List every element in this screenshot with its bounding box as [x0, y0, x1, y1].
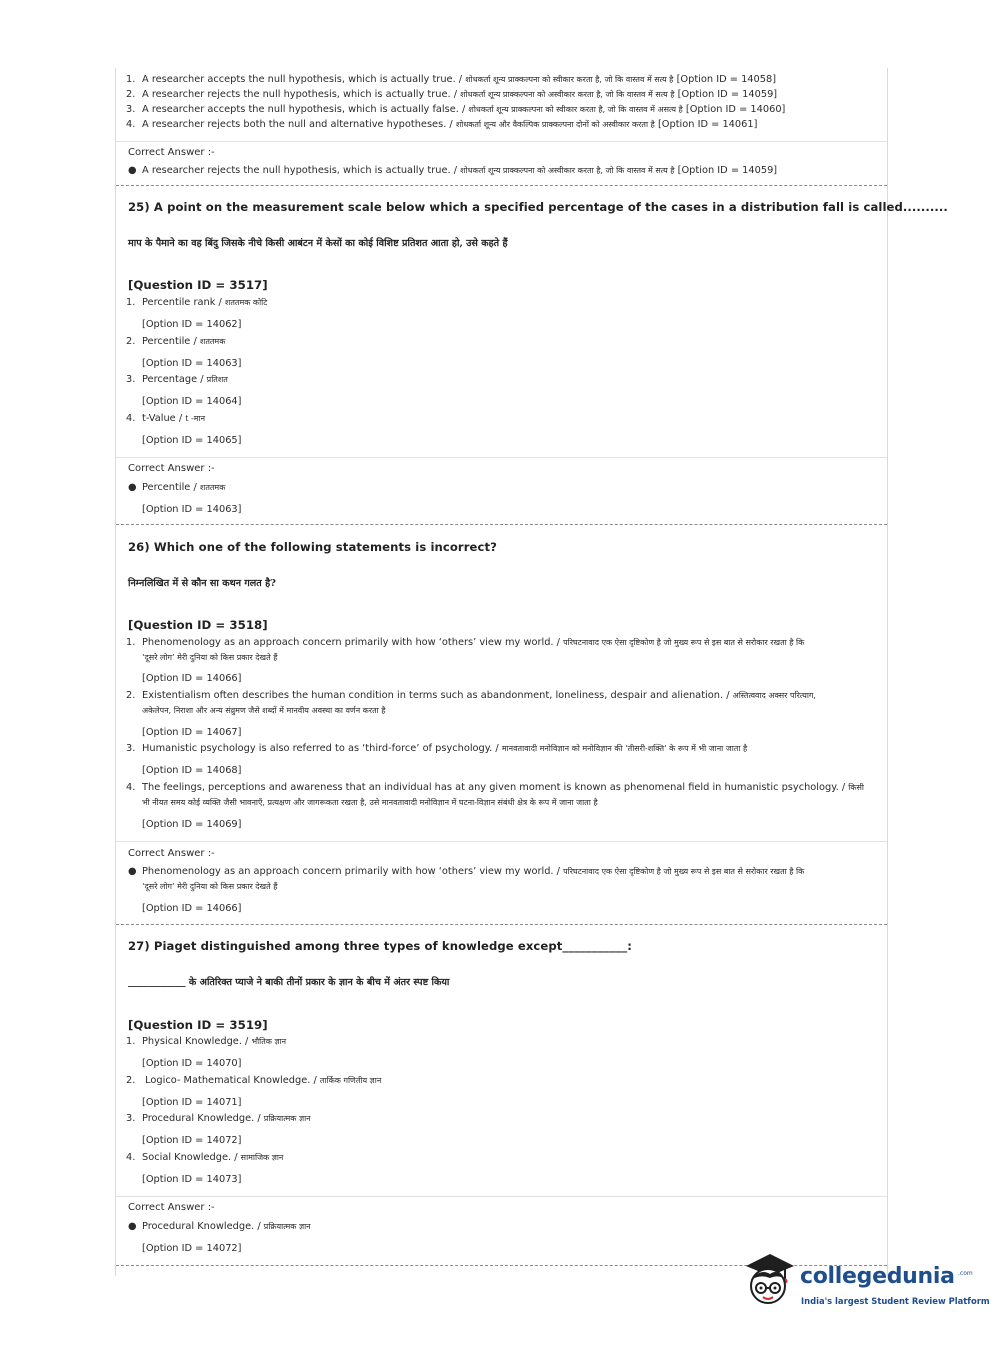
question-title: 27) Piaget distinguished among three types of knowledge except___________: [128, 939, 633, 953]
mascot-icon [740, 1250, 796, 1310]
option-id: [Option ID = 14063] [142, 504, 242, 515]
option-id: [Option ID = 14065] [142, 435, 242, 446]
correct-answer-label: Correct Answer :- [128, 848, 215, 859]
option-id: [Option ID = 14072] [142, 1135, 242, 1146]
option-item: 1. Percentile rank / शततमक कोटि [126, 297, 268, 308]
option-item: 2. Logico- Mathematical Knowledge. / तार्किक गणितीय ज्ञान [126, 1075, 382, 1086]
option-id: [Option ID = 14070] [142, 1058, 242, 1069]
correct-answer: ● Percentile / शततमक [128, 482, 226, 493]
option-item: 3. Percentage / प्रतिशत [126, 374, 228, 385]
option-item: 1. Phenomenology as an approach concern primarily with how ‘others’ view my world. / परिघटनावाद एक ऐसा दृष्टिकोण है जो मुख्य रूप से इस बात से सरोकार रखता है कि ‘दूसरे लोग’ मेरी दुनिया को किस प्रकार देखते हैं [126, 637, 805, 662]
correct-answer-label: Correct Answer :- [128, 463, 215, 474]
section-divider [116, 1196, 887, 1197]
question-title: 26) Which one of the following statements is incorrect? [128, 540, 497, 554]
option-id: [Option ID = 14069] [142, 819, 242, 830]
question-divider [116, 185, 887, 186]
option-item: 4. Social Knowledge. / सामाजिक ज्ञान [126, 1152, 284, 1163]
option-id: [Option ID = 14064] [142, 396, 242, 407]
option-item: 3. Procedural Knowledge. / प्रक्रियात्मक ज्ञान [126, 1113, 311, 1124]
logo-wordmark: collegedunia [800, 1264, 955, 1289]
option-item: 4. The feelings, perceptions and awareness that an individual has at any given moment is known as phenomenal field in humanistic psychology. / किसी भी नीयत समय कोई व्यक्ति जैसी भावनाएँ, प्रत्यक्षण और जागरूकता रखता है, उसे मानवतावादी मनोविज्ञान में घटना-विज्ञान संबंधी क्षेत्र के रूप में जाना जाता है [126, 782, 864, 807]
logo-domain-suffix: .com [958, 1270, 973, 1277]
question-title-hindi: माप के पैमाने का वह बिंदु जिसके नीचे किसी आबंटन में केसों का कोई विशिष्ट प्रतिशत आता हो, उसे कहते हैं [128, 238, 508, 249]
correct-answer: ● Procedural Knowledge. / प्रक्रियात्मक ज्ञान [128, 1221, 311, 1232]
option-item: 4. t-Value / t -मान [126, 413, 206, 424]
collegedunia-logo[interactable] [740, 1250, 990, 1320]
option-item: 4. A researcher rejects both the null and alternative hypotheses. / शोधकर्ता शून्य और वैकल्पिक प्राक्कल्पना दोनों को अस्वीकार करता है [Option ID = 14061] [126, 119, 758, 130]
question-title-hindi: निम्नलिखित में से कौन सा कथन गलत है? [128, 578, 276, 589]
option-id: [Option ID = 14072] [142, 1243, 242, 1254]
section-divider [116, 841, 887, 842]
option-id: [Option ID = 14063] [142, 358, 242, 369]
logo-tagline: India's largest Student Review Platform [801, 1296, 990, 1306]
question-divider [116, 524, 887, 525]
option-item: 3. Humanistic psychology is also referred to as ‘third-force’ of psychology. / मानवतावादी मनोविज्ञान को मनोविज्ञान की ‘तीसरी-शक्ति’ के रूप में भी जाना जाता है [126, 743, 748, 754]
option-id: [Option ID = 14062] [142, 319, 242, 330]
option-id: [Option ID = 14067] [142, 727, 242, 738]
option-id: [Option ID = 14068] [142, 765, 242, 776]
document-page [115, 68, 948, 1276]
question-id: [Question ID = 3517] [128, 278, 268, 292]
option-id: [Option ID = 14066] [142, 903, 242, 914]
option-item: 1. Physical Knowledge. / भौतिक ज्ञान [126, 1036, 287, 1047]
option-id: [Option ID = 14073] [142, 1174, 242, 1185]
correct-answer-label: Correct Answer :- [128, 1202, 215, 1213]
correct-answer-label: Correct Answer :- [128, 147, 215, 158]
question-divider [116, 924, 887, 925]
option-id: [Option ID = 14071] [142, 1097, 242, 1108]
correct-answer: ● Phenomenology as an approach concern primarily with how ‘others’ view my world. / परिघटनावाद एक ऐसा दृष्टिकोण है जो मुख्य रूप से इस बात से सरोकार रखता है कि ‘दूसरे लोग’ मेरी दुनिया को किस प्रकार देखते हैं [128, 866, 805, 891]
option-item: 2. A researcher rejects the null hypothesis, which is actually true. / शोधकर्ता शून्य प्राक्कल्पना को अस्वीकार करता है, जो कि वास्तव में सत्य है [Option ID = 14059] [126, 89, 778, 100]
option-id: [Option ID = 14066] [142, 673, 242, 684]
question-title: 25) A point on the measurement scale below which a specified percentage of the cases in a distribution fall is called.......... [128, 200, 948, 214]
option-item: 3. A researcher accepts the null hypothesis, which is actually false. / शोधकर्ता शून्य प्राक्कल्पना को स्वीकार करता है, जो कि वास्तव में असत्य है [Option ID = 14060] [126, 104, 786, 115]
option-item: 2. Existentialism often describes the human condition in terms such as abandonment, loneliness, despair and alienation. / अस्तित्ववाद अक्सर परित्याग, अकेलेपन, निराशा और अन्य संव्रुमण जैसे शब्दों में मानवीय अवस्था का वर्णन करता है [126, 690, 816, 715]
section-divider [116, 141, 887, 142]
option-item: 1. A researcher accepts the null hypothesis, which is actually true. / शोधकर्ता शून्य प्राक्कल्पना को स्वीकार करता है, जो कि वास्तव में सत्य है [Option ID = 14058] [126, 74, 777, 85]
question-id: [Question ID = 3519] [128, 1018, 268, 1032]
option-item: 2. Percentile / शततमक [126, 336, 226, 347]
correct-answer: ● A researcher rejects the null hypothesis, which is actually true. / शोधकर्ता शून्य प्राक्कल्पना को अस्वीकार करता है, जो कि वास्तव में सत्य है [Option ID = 14059] [128, 165, 778, 176]
question-title-hindi: ____________ के अतिरिक्त प्याजे ने बाकी तीनों प्रकार के ज्ञान के बीच में अंतर स्पष्ट किया [128, 977, 450, 988]
section-divider [116, 457, 887, 458]
question-id: [Question ID = 3518] [128, 618, 268, 632]
